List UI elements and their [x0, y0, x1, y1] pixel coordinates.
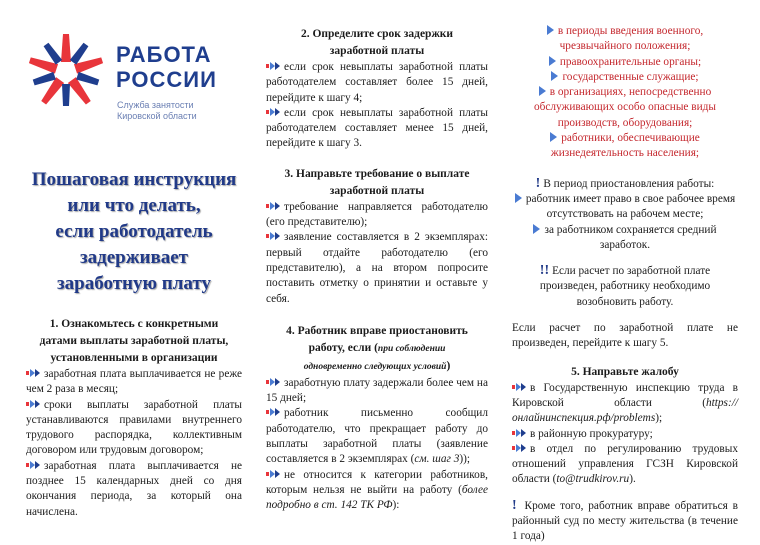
- warning-note: [512, 263, 738, 310]
- category-item-text: в организациях, непосредственно обслуживающих особо опасные виды производств, оборудования;: [534, 86, 716, 129]
- step1-item-text: сроки выплаты заработной платы устанавливаются правилами внутреннего трудового распорядка, коллективным договором или трудовым договором;: [26, 398, 242, 457]
- step4-title-main: работу, если (: [308, 341, 378, 354]
- category-item: [512, 24, 738, 55]
- double-arrow-icon: [512, 383, 528, 391]
- step1-title-line1: 1. Ознакомьтесь с конкретными: [49, 318, 219, 330]
- step1-title-line3: установленными в организации: [50, 352, 218, 364]
- double-arrow-icon: [266, 202, 282, 210]
- step4-title: [266, 323, 488, 376]
- triangle-bullet-icon: [550, 132, 557, 142]
- exclamation-icon: !: [535, 175, 541, 191]
- step1-section: [26, 316, 242, 520]
- logo: [26, 28, 246, 128]
- main-title-line1: Пошаговая инструкция: [31, 169, 237, 190]
- triangle-bullet-icon: [549, 56, 556, 66]
- step5-item-end: );: [655, 412, 663, 425]
- step1-title-line2: датами выплаты заработной платы,: [39, 335, 229, 347]
- category-item-text: в периоды введения военного, чрезвычайного положения;: [557, 25, 704, 53]
- suspension-intro-text: В период приостановления работы:: [543, 177, 715, 190]
- step4-item-end: ));: [459, 453, 471, 466]
- double-arrow-icon: [266, 470, 282, 478]
- step5-item-text: в отдел по регулированию трудовых отношений управления ГСЗН Кировской области (: [512, 442, 738, 486]
- step3-item: [266, 230, 488, 306]
- step4-item-ref: более подробно в ст. 142 ТК РФ: [266, 483, 488, 512]
- main-title-line3: если работодатель: [55, 221, 213, 242]
- category-item-text: государственные служащие;: [562, 70, 699, 83]
- suspension-item-text: за работником сохраняется средний заработок.: [544, 223, 717, 251]
- category-item: [512, 70, 738, 85]
- step2-title: [266, 26, 488, 60]
- step5-item: [512, 381, 738, 427]
- step5-item: [512, 427, 738, 442]
- email-link[interactable]: to@trudkirov.ru: [556, 473, 630, 486]
- exclamation-icon: !: [512, 497, 517, 513]
- star-logo-icon: [26, 32, 106, 112]
- step5-title: 5. Направьте жалобу: [571, 365, 679, 378]
- double-arrow-icon: [266, 232, 282, 240]
- step3-item: [266, 200, 488, 231]
- double-arrow-icon: [26, 461, 42, 469]
- step4-item-text: работник письменно сообщил работодателю, что прекращает работу до выплаты заработной платы (заявление составляется в 2 экземплярах (: [266, 407, 488, 466]
- step1-title: [26, 316, 242, 367]
- step4-item: [266, 468, 488, 514]
- step4-title-line3: [266, 358, 488, 376]
- main-title-line2: или что делать,: [67, 195, 201, 216]
- step4-item: [266, 376, 488, 407]
- double-arrow-icon: [512, 444, 528, 452]
- step4-item: [266, 406, 488, 467]
- category-item: [512, 85, 738, 131]
- step2-title-line1: 2. Определите срок задержки: [300, 28, 454, 40]
- step2-item-text: если срок невыплаты заработной платы работодателем составляет более 15 дней, перейдите к шагу 4;: [266, 61, 488, 104]
- step4-item-text: не относится к категории работников, которым нельзя не выйти на работу (: [266, 468, 488, 496]
- step1-item-text: заработная плата выплачивается не реже чем 2 раза в месяц;: [26, 368, 242, 396]
- step4-title-end: ): [446, 359, 451, 372]
- step5-item-end: ).: [629, 473, 636, 486]
- double-arrow-icon: [512, 429, 528, 437]
- step4-title-note: при соблюдении: [377, 343, 446, 354]
- step3-item-text: заявление составляется в 2 экземплярах: первый отдайте работодателю (его представителю), а на втором попросите поставить отметку о принятии и оставьте у себя.: [266, 231, 488, 305]
- category-item: [512, 55, 738, 70]
- triangle-bullet-icon: [539, 86, 546, 96]
- double-exclamation-icon: !!: [539, 263, 550, 279]
- final-note: [512, 498, 738, 545]
- step4-item-text: заработную плату задержали более чем на 15 дней;: [266, 376, 488, 405]
- inspection-link[interactable]: https://онлайнинспекция.рф/problems: [512, 396, 738, 425]
- main-title-line5: заработную плату: [57, 273, 211, 294]
- double-arrow-icon: [266, 108, 282, 116]
- step2-title-line2: заработной платы: [329, 45, 425, 57]
- double-arrow-icon: [26, 400, 42, 408]
- final-text: Кроме того, работник вправе обратиться в районный суд по месту жительства (в течение 1 года): [512, 499, 738, 543]
- step4-item-ref: см. шаг 3: [414, 453, 460, 466]
- column-right: [506, 0, 760, 543]
- not-paid-text: Если расчет по заработной плате не произведен, перейдите к шагу 5.: [512, 322, 738, 350]
- step4-title-note-cont: одновременно следующих условий: [303, 361, 447, 372]
- suspension-item: [512, 192, 738, 223]
- step2-item: [266, 106, 488, 152]
- step1-item: [26, 398, 242, 459]
- logo-title-line1: РАБОТА: [116, 42, 212, 67]
- triangle-bullet-icon: [515, 193, 522, 203]
- step4-title-line1: 4. Работник вправе приостановить: [286, 324, 468, 337]
- category-item: [512, 131, 738, 162]
- category-item-text: работники, обеспечивающие жизнедеятельность населения;: [550, 132, 700, 160]
- step2-item: [266, 60, 488, 106]
- step2-item-text: если срок невыплаты заработной платы работодателем составляет менее 15 дней, перейдите к шагу 3.: [266, 106, 488, 150]
- suspension-item: [512, 223, 738, 254]
- step1-item-text: заработная плата выплачивается не позднее 15 календарных дней со дня окончания периода, за который она начислена.: [26, 459, 242, 518]
- step3-title-line2: заработной платы: [329, 184, 425, 197]
- step5-item-text: в Государственную инспекцию труда в Кировской области (: [512, 381, 738, 409]
- logo-subtitle-line1: Служба занятости: [117, 100, 194, 110]
- double-arrow-icon: [266, 378, 282, 386]
- step4-item-end: ):: [392, 499, 400, 512]
- main-title-line4: задерживает: [80, 247, 188, 268]
- logo-subtitle-line2: Кировской области: [117, 111, 197, 121]
- double-arrow-icon: [266, 408, 282, 416]
- step3-item-text: требование направляется работодателю (его представителю);: [266, 200, 488, 229]
- column-middle: [252, 0, 506, 537]
- step3-title: [266, 166, 488, 200]
- triangle-bullet-icon: [533, 224, 540, 234]
- step4-title-line2: [266, 340, 488, 358]
- step1-item: [26, 367, 242, 398]
- step5-item-text: в районную прокуратуру;: [530, 427, 653, 440]
- not-paid-note: [512, 321, 738, 352]
- suspension-intro: [512, 176, 738, 192]
- triangle-bullet-icon: [551, 71, 558, 81]
- column-left: [0, 0, 252, 537]
- double-arrow-icon: [26, 369, 42, 377]
- category-item-text: правоохранительные органы;: [559, 55, 702, 68]
- double-arrow-icon: [266, 62, 282, 70]
- step3-title-line1: 3. Направьте требование о выплате: [284, 167, 470, 180]
- triangle-bullet-icon: [547, 25, 554, 35]
- step1-item: [26, 459, 242, 520]
- logo-title-line2: РОССИИ: [116, 67, 217, 92]
- warning-text: Если расчет по заработной плате произведен, работнику необходимо возобновить работу.: [539, 265, 711, 308]
- main-title: [22, 167, 246, 297]
- step5-item: [512, 442, 738, 488]
- suspension-item-text: работник имеет право в свое рабочее время отсутствовать на рабочем месте;: [525, 192, 736, 221]
